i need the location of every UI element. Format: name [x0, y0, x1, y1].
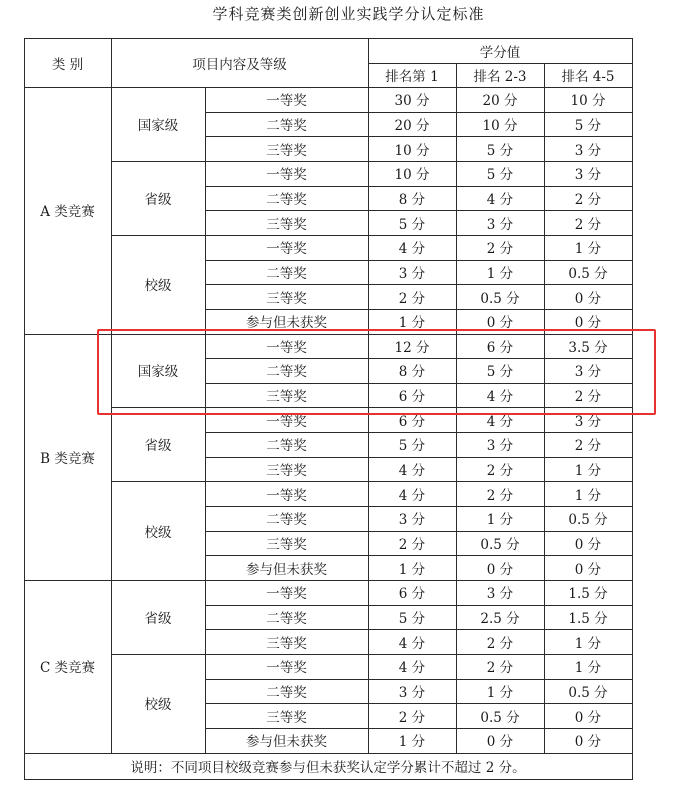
credit-rank-2-3-cell: 3 分 [486, 586, 514, 603]
award-cell: 三等奖 [266, 389, 307, 406]
table-top-border [24, 38, 632, 39]
credit-rank-1-cell: 2 分 [398, 537, 426, 553]
header-divider [368, 63, 632, 64]
header-rank-2-3: 排名 2-3 [473, 69, 527, 85]
credit-rank-2-3-cell: 2 分 [486, 660, 514, 677]
credit-rank-4-5-cell: 2 分 [574, 216, 602, 233]
credit-rank-1-cell: 5 分 [398, 216, 426, 233]
award-cell: 一等奖 [266, 167, 307, 184]
award-cell: 二等奖 [266, 512, 307, 529]
award-cell: 二等奖 [266, 364, 307, 381]
credit-rank-1-cell: 12 分 [394, 339, 430, 356]
credit-rank-2-3-cell: 0 分 [486, 315, 514, 332]
credit-rank-2-3-cell: 10 分 [482, 117, 518, 134]
award-cell: 三等奖 [266, 635, 307, 652]
level-cell: 校级 [144, 697, 172, 714]
award-cell: 参与但未获奖 [246, 561, 327, 578]
credit-rank-4-5-cell: 3 分 [574, 364, 602, 381]
award-cell: 参与但未获奖 [246, 315, 327, 332]
category-cell: B 类竞赛 [40, 450, 95, 467]
credit-rank-1-cell: 5 分 [398, 610, 426, 627]
header-col-line [544, 63, 545, 87]
table-left-border [24, 38, 25, 779]
credit-rank-1-cell: 4 分 [398, 463, 426, 480]
credit-rank-4-5-cell: 2 分 [574, 389, 602, 406]
credit-rank-4-5-cell: 0 分 [574, 290, 602, 307]
credit-rank-2-3-cell: 0.5 分 [480, 709, 520, 726]
level-cell: 校级 [144, 524, 172, 541]
award-cell: 三等奖 [266, 290, 307, 307]
header-item: 项目内容及等级 [192, 56, 287, 73]
credit-rank-1-cell: 1 分 [398, 315, 426, 332]
document-title: 学科竞赛类创新创业实践学分认定标准 [212, 5, 485, 23]
credit-rank-4-5-cell: 0 分 [574, 537, 602, 553]
credit-rank-4-5-cell: 10 分 [570, 93, 606, 110]
credit-rank-2-3-cell: 0.5 分 [480, 290, 520, 307]
credit-rank-1-cell: 5 分 [398, 438, 426, 455]
credit-rank-1-cell: 1 分 [398, 734, 426, 751]
credit-rank-2-3-cell: 2 分 [486, 635, 514, 652]
credit-rank-1-cell: 2 分 [398, 290, 426, 307]
col-line-rank1 [456, 87, 457, 753]
credit-rank-4-5-cell: 3.5 分 [568, 339, 608, 356]
award-cell: 一等奖 [266, 339, 307, 356]
award-cell: 一等奖 [266, 93, 307, 110]
award-cell: 二等奖 [266, 438, 307, 455]
credit-rank-1-cell: 4 分 [398, 660, 426, 677]
credit-rank-2-3-cell: 20 分 [482, 93, 518, 110]
col-line-rank23 [544, 87, 545, 753]
credit-rank-2-3-cell: 2 分 [486, 463, 514, 480]
credit-rank-4-5-cell: 1 分 [574, 635, 602, 652]
credit-rank-4-5-cell: 0 分 [574, 315, 602, 332]
credit-rank-2-3-cell: 5 分 [486, 364, 514, 381]
credit-rank-1-cell: 6 分 [398, 413, 426, 430]
award-cell: 二等奖 [266, 684, 307, 701]
credit-rank-1-cell: 8 分 [398, 364, 426, 381]
award-cell: 一等奖 [266, 241, 307, 258]
credit-rank-4-5-cell: 0.5 分 [568, 684, 608, 701]
credit-rank-2-3-cell: 2 分 [486, 241, 514, 258]
credit-rank-4-5-cell: 0 分 [574, 709, 602, 726]
award-cell: 二等奖 [266, 191, 307, 208]
credit-rank-2-3-cell: 2.5 分 [480, 610, 520, 627]
award-cell: 一等奖 [266, 487, 307, 504]
table-bottom-border [24, 779, 633, 780]
credit-rank-2-3-cell: 1 分 [486, 265, 514, 282]
credit-rank-4-5-cell: 5 分 [574, 117, 602, 134]
credit-rank-1-cell: 30 分 [394, 93, 430, 110]
credit-rank-4-5-cell: 1 分 [574, 241, 602, 258]
credit-rank-1-cell: 10 分 [394, 167, 430, 184]
award-cell: 二等奖 [266, 265, 307, 282]
award-cell: 三等奖 [266, 537, 307, 553]
credit-rank-4-5-cell: 1.5 分 [568, 610, 608, 627]
level-cell: 省级 [144, 438, 172, 455]
award-cell: 三等奖 [266, 142, 307, 159]
credit-rank-4-5-cell: 2 分 [574, 191, 602, 208]
credit-rank-2-3-cell: 1 分 [486, 684, 514, 701]
credit-rank-2-3-cell: 4 分 [486, 413, 514, 430]
category-cell: C 类竞赛 [39, 660, 96, 677]
credit-rank-2-3-cell: 2 分 [486, 487, 514, 504]
award-cell: 一等奖 [266, 413, 307, 430]
credit-rank-4-5-cell: 1 分 [574, 463, 602, 480]
credit-rank-4-5-cell: 0 分 [574, 734, 602, 751]
credit-rank-1-cell: 3 分 [398, 265, 426, 282]
credit-rank-2-3-cell: 3 分 [486, 438, 514, 455]
credit-rank-4-5-cell: 3 分 [574, 142, 602, 159]
credit-rank-4-5-cell: 2 分 [574, 438, 602, 455]
credit-rank-1-cell: 2 分 [398, 709, 426, 726]
highlight-box [97, 329, 656, 415]
credit-rank-2-3-cell: 0.5 分 [480, 537, 520, 553]
award-cell: 一等奖 [266, 660, 307, 677]
level-cell: 国家级 [137, 364, 179, 381]
level-cell: 省级 [144, 191, 172, 208]
award-cell: 三等奖 [266, 216, 307, 233]
credit-rank-1-cell: 4 分 [398, 241, 426, 258]
award-cell: 三等奖 [266, 709, 307, 726]
award-cell: 三等奖 [266, 463, 307, 480]
credit-rank-1-cell: 20 分 [394, 117, 430, 134]
col-line-level [205, 87, 206, 753]
credit-rank-4-5-cell: 1 分 [574, 660, 602, 677]
award-cell: 参与但未获奖 [246, 734, 327, 751]
credit-rank-4-5-cell: 3 分 [574, 167, 602, 184]
credit-rank-1-cell: 3 分 [398, 512, 426, 529]
header-rank-4-5: 排名 4-5 [561, 69, 615, 85]
credit-rank-2-3-cell: 3 分 [486, 216, 514, 233]
header-category: 类 别 [51, 56, 84, 73]
level-cell: 国家级 [137, 117, 179, 134]
credit-rank-1-cell: 8 分 [398, 191, 426, 208]
header-credit: 学分值 [479, 44, 521, 61]
credit-rank-2-3-cell: 0 分 [486, 561, 514, 578]
credit-rank-1-cell: 1 分 [398, 561, 426, 578]
credit-rank-1-cell: 4 分 [398, 635, 426, 652]
header-rank-1: 排名第 1 [385, 69, 439, 85]
credit-rank-2-3-cell: 6 分 [486, 339, 514, 356]
credit-rank-1-cell: 6 分 [398, 586, 426, 603]
credit-rank-1-cell: 3 分 [398, 684, 426, 701]
credit-rank-1-cell: 10 分 [394, 142, 430, 159]
category-cell: A 类竞赛 [40, 204, 95, 221]
credit-rank-4-5-cell: 1 分 [574, 487, 602, 504]
note-row: 说明：不同项目校级竞赛参与但未获奖认定学分累计不超过 2 分。 [130, 759, 526, 776]
credit-rank-2-3-cell: 5 分 [486, 142, 514, 159]
award-cell: 二等奖 [266, 117, 307, 134]
credit-rank-4-5-cell: 0.5 分 [568, 512, 608, 529]
credit-rank-4-5-cell: 0 分 [574, 561, 602, 578]
level-cell: 省级 [144, 610, 172, 627]
credit-rank-2-3-cell: 0 分 [486, 734, 514, 751]
credit-rank-1-cell: 4 分 [398, 487, 426, 504]
credit-rank-1-cell: 6 分 [398, 389, 426, 406]
credit-rank-4-5-cell: 1.5 分 [568, 586, 608, 603]
credit-rank-2-3-cell: 1 分 [486, 512, 514, 529]
header-col-line [456, 63, 457, 87]
award-cell: 二等奖 [266, 610, 307, 627]
credit-rank-4-5-cell: 0.5 分 [568, 265, 608, 282]
credit-rank-4-5-cell: 3 分 [574, 413, 602, 430]
credit-rank-2-3-cell: 4 分 [486, 389, 514, 406]
level-cell: 校级 [144, 278, 172, 295]
credit-rank-2-3-cell: 5 分 [486, 167, 514, 184]
credit-rank-2-3-cell: 4 分 [486, 191, 514, 208]
award-cell: 一等奖 [266, 586, 307, 603]
